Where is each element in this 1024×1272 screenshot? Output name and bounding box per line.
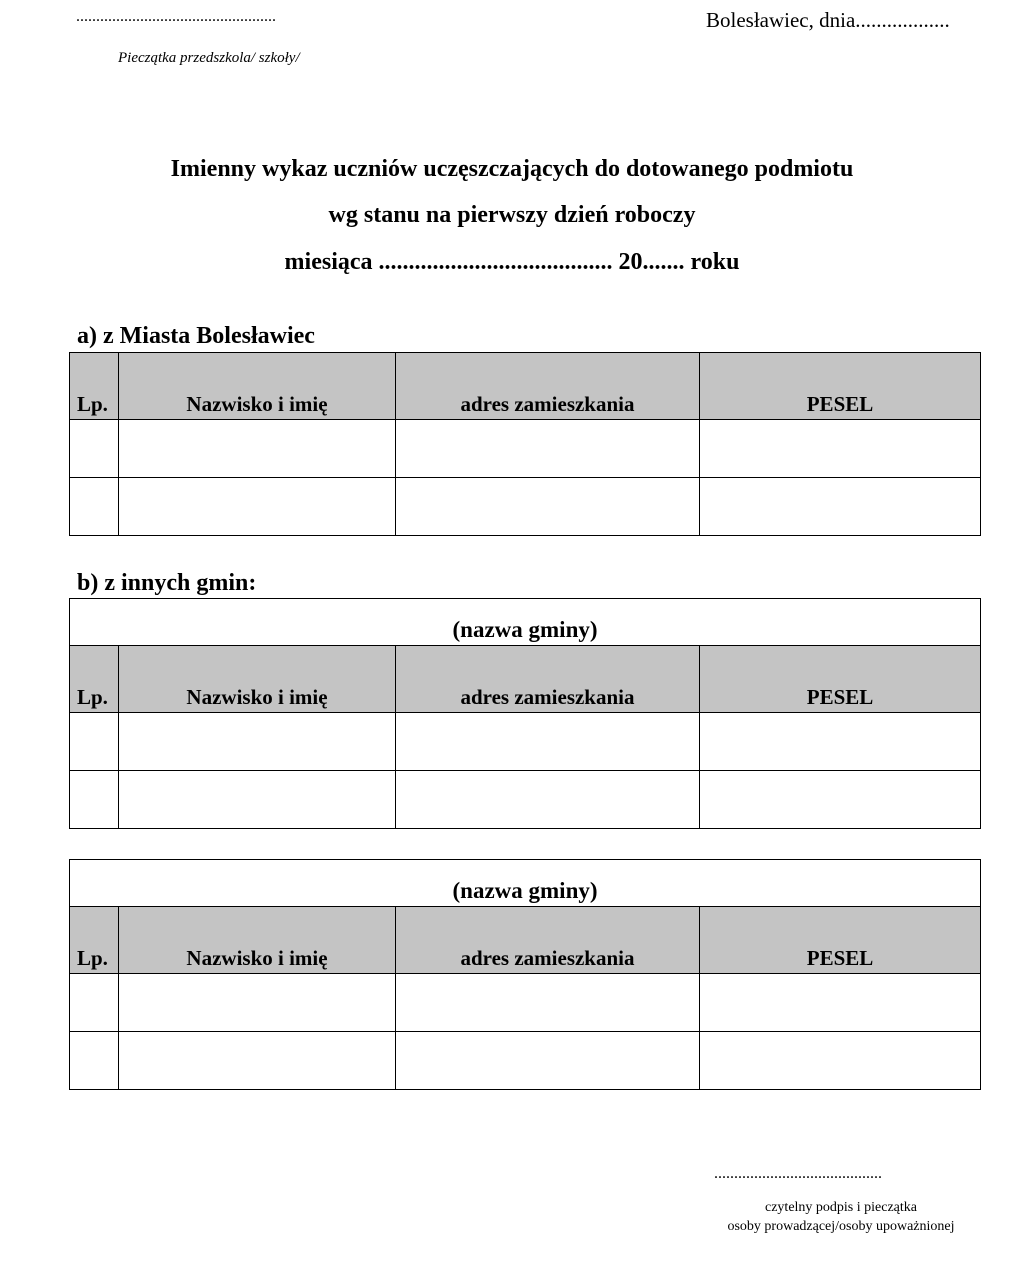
cell-address[interactable] [396, 420, 700, 478]
cell-name[interactable] [119, 974, 396, 1032]
document-title-line-2: wg stanu na pierwszy dzień roboczy [328, 202, 696, 228]
place-date-field: Bolesławiec, dnia.................. [706, 8, 950, 32]
cell-pesel[interactable] [700, 478, 981, 536]
cell-name[interactable] [119, 771, 396, 829]
signature-caption-line-1: czytelny podpis i pieczątka [765, 1200, 917, 1215]
cell-address[interactable] [396, 974, 700, 1032]
table-other-gmina-1 [69, 598, 981, 829]
table-header-row [70, 646, 981, 713]
column-header-name: Nazwisko i imię [119, 646, 396, 713]
gmina-name-row [70, 599, 981, 646]
cell-pesel[interactable] [700, 1032, 981, 1090]
column-header-lp: Lp. [70, 646, 119, 713]
column-header-address: adres zamieszkania [396, 646, 700, 713]
cell-name[interactable] [119, 1032, 396, 1090]
table-row [70, 478, 981, 536]
cell-pesel[interactable] [700, 771, 981, 829]
table-other-gmina-2 [69, 859, 981, 1090]
cell-name[interactable] [119, 420, 396, 478]
table-row [70, 1032, 981, 1090]
cell-address[interactable] [396, 771, 700, 829]
cell-address[interactable] [396, 1032, 700, 1090]
cell-pesel[interactable] [700, 974, 981, 1032]
table-row [70, 771, 981, 829]
column-header-name: Nazwisko i imię [119, 907, 396, 974]
column-header-lp: Lp. [70, 907, 119, 974]
cell-address[interactable] [396, 713, 700, 771]
cell-lp[interactable] [70, 713, 119, 771]
cell-pesel[interactable] [700, 420, 981, 478]
column-header-address: adres zamieszkania [396, 907, 700, 974]
table-header-row [70, 353, 981, 420]
gmina-name-field[interactable]: (nazwa gminy) [70, 599, 981, 646]
cell-lp[interactable] [70, 974, 119, 1032]
cell-pesel[interactable] [700, 713, 981, 771]
gmina-name-field[interactable]: (nazwa gminy) [70, 860, 981, 907]
stamp-label: Pieczątka przedszkola/ szkoły/ [118, 50, 300, 66]
stamp-dotted-line: .................................................. [76, 8, 276, 25]
table-header-row [70, 907, 981, 974]
document-title-line-3: miesiąca ....................................... 20....... roku [284, 249, 740, 275]
cell-address[interactable] [396, 478, 700, 536]
table-row [70, 713, 981, 771]
section-b-heading: b) z innych gmin: [77, 570, 257, 596]
cell-lp[interactable] [70, 420, 119, 478]
table-row [70, 974, 981, 1032]
cell-lp[interactable] [70, 771, 119, 829]
table-city-students [69, 352, 981, 536]
cell-lp[interactable] [70, 478, 119, 536]
column-header-pesel: PESEL [700, 646, 981, 713]
column-header-name: Nazwisko i imię [119, 353, 396, 420]
document-title-line-1: Imienny wykaz uczniów uczęszczających do dotowanego podmiotu [170, 156, 854, 182]
column-header-address: adres zamieszkania [396, 353, 700, 420]
column-header-pesel: PESEL [700, 353, 981, 420]
cell-name[interactable] [119, 713, 396, 771]
column-header-pesel: PESEL [700, 907, 981, 974]
signature-caption-line-2: osoby prowadzącej/osoby upoważnionej [727, 1219, 955, 1234]
column-header-lp: Lp. [70, 353, 119, 420]
section-a-heading: a) z Miasta Bolesławiec [77, 323, 315, 349]
cell-lp[interactable] [70, 1032, 119, 1090]
table-row [70, 420, 981, 478]
cell-name[interactable] [119, 478, 396, 536]
signature-caption [700, 1198, 982, 1236]
gmina-name-row [70, 860, 981, 907]
signature-dotted-line: .......................................... [714, 1165, 882, 1182]
